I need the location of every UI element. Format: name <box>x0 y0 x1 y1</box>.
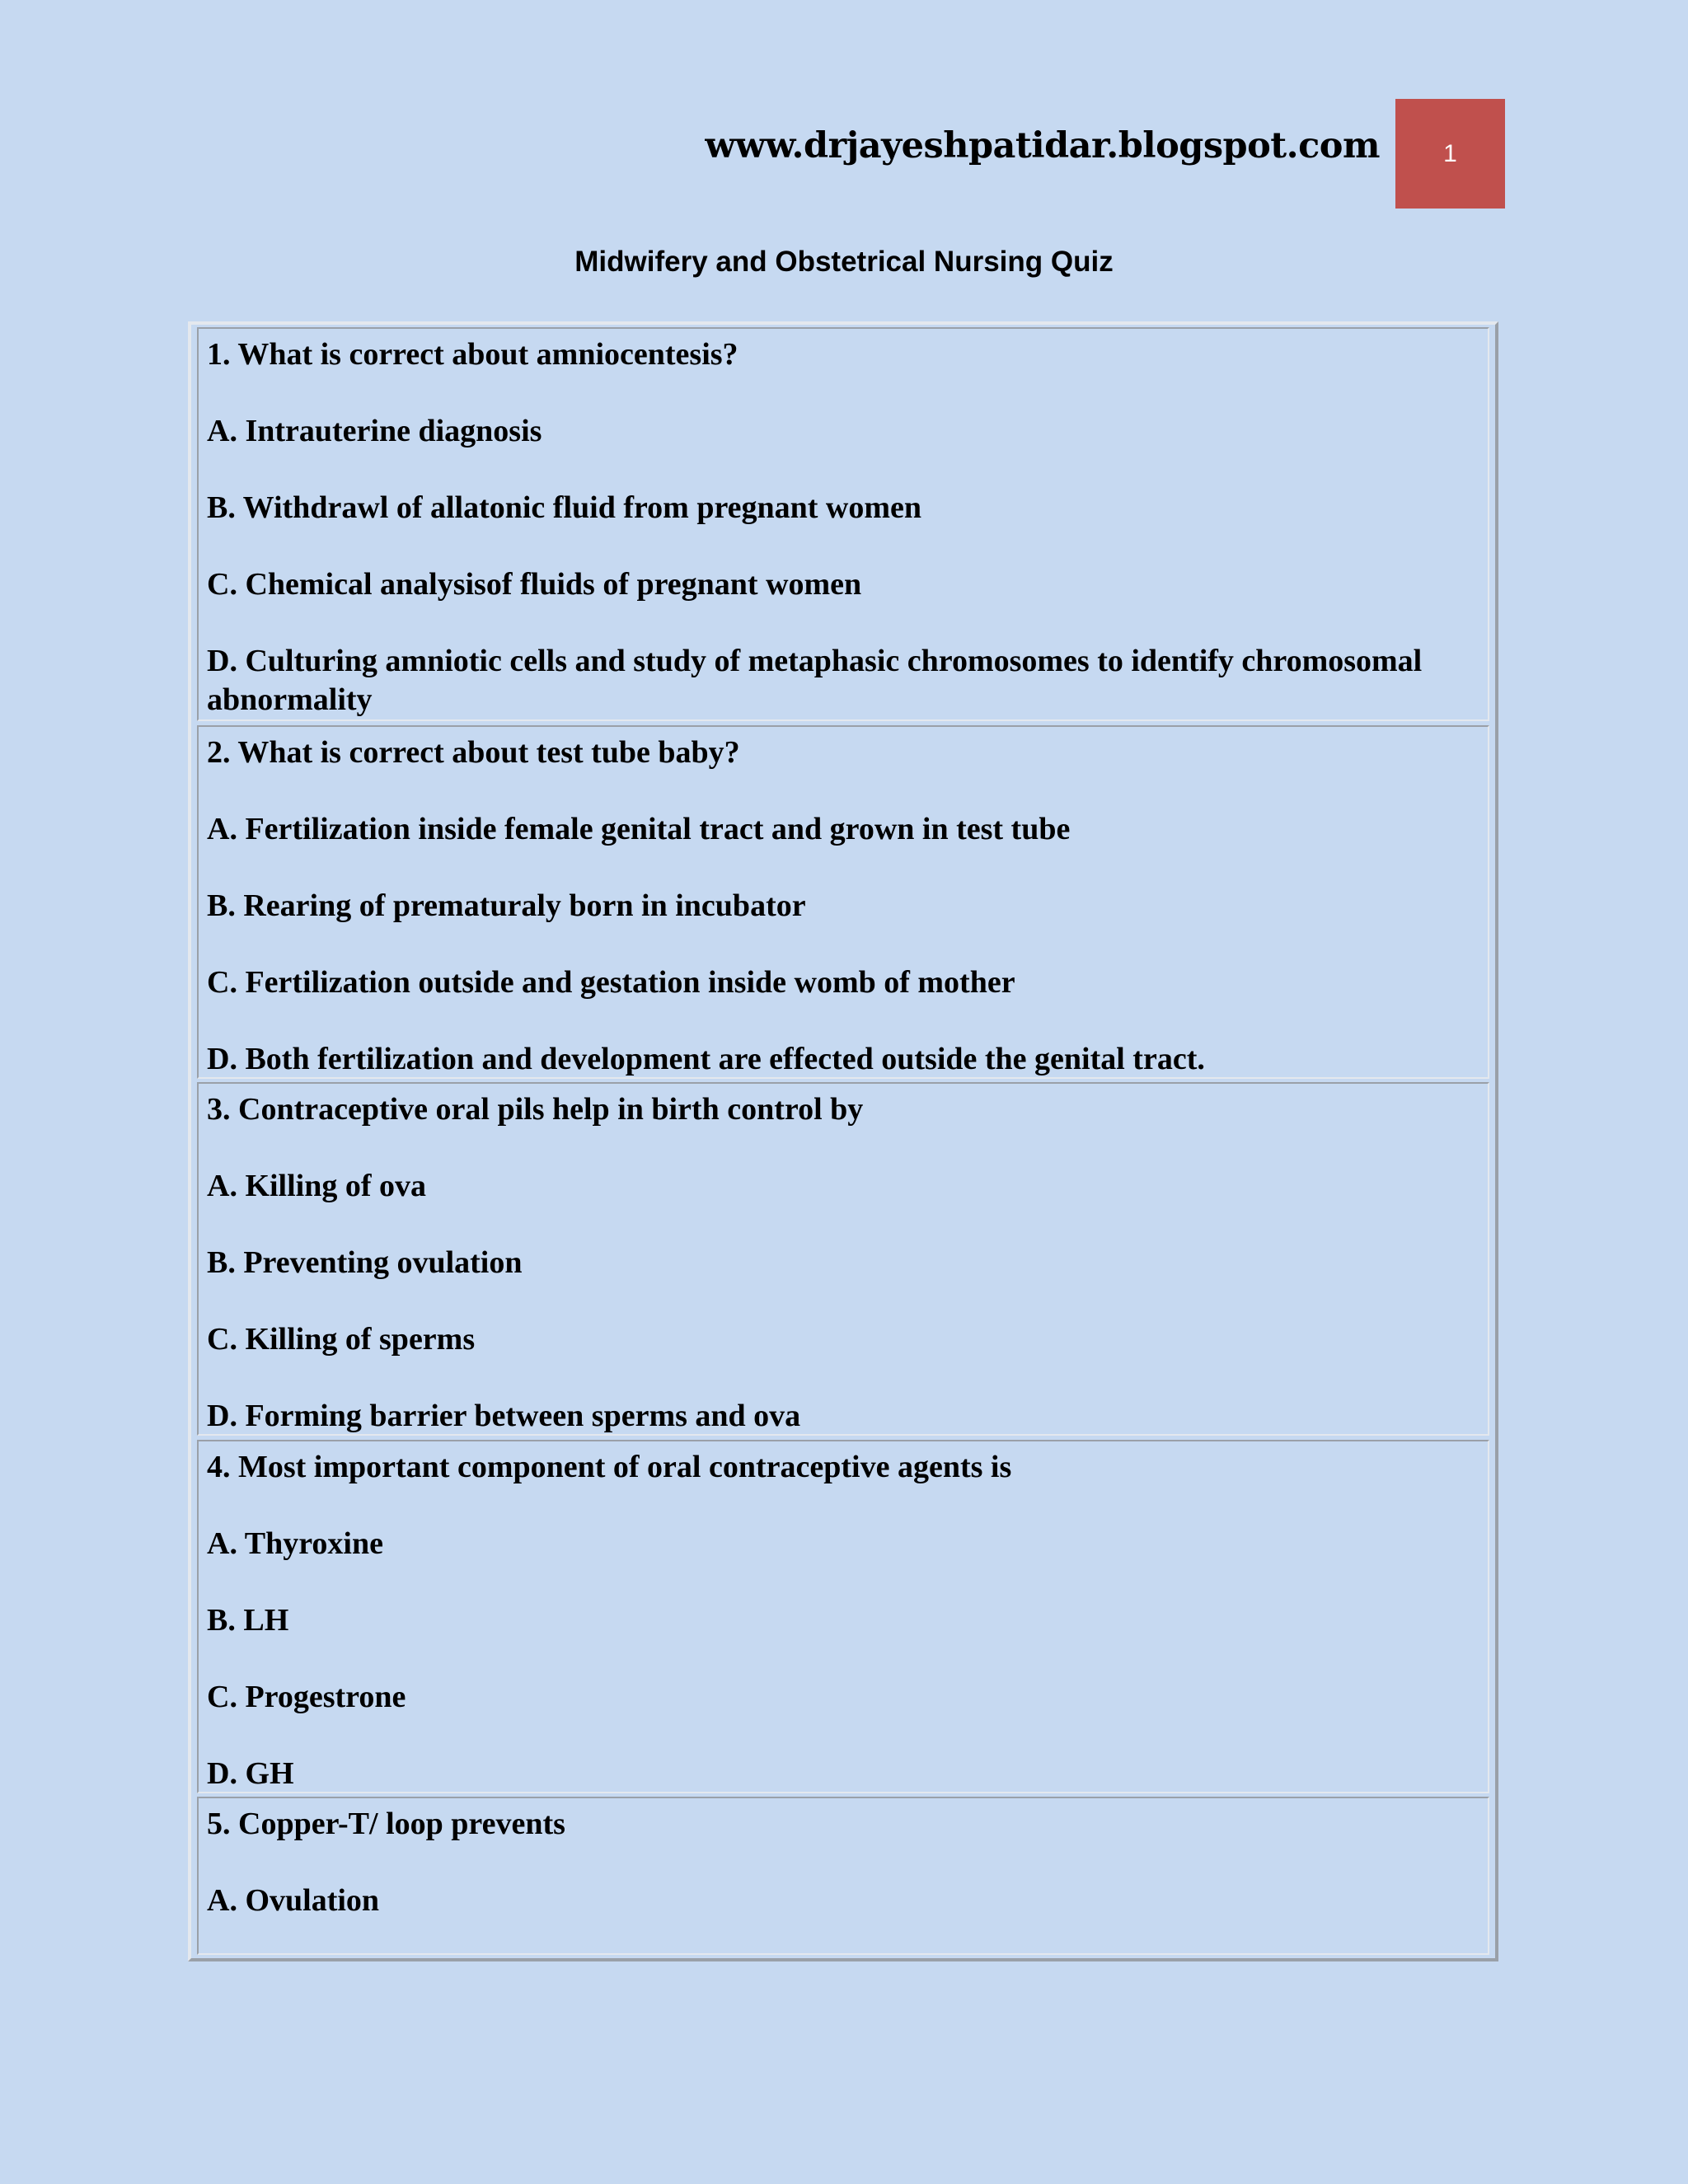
question-cell-4 <box>197 1440 1489 1793</box>
option-a: A. Intrauterine diagnosis <box>207 414 542 448</box>
page-number: 1 <box>1443 139 1457 167</box>
question-cell-3 <box>197 1082 1489 1436</box>
option-d: D. Forming barrier between sperms and ova <box>207 1399 801 1433</box>
option-b: B. LH <box>207 1603 289 1638</box>
option-a: A. Fertilization inside female genital tract and grown in test tube <box>207 812 1071 846</box>
option-b: B. Preventing ovulation <box>207 1245 523 1280</box>
page-number-badge <box>1395 99 1505 209</box>
option-a: A. Killing of ova <box>207 1169 427 1203</box>
page-title: Midwifery and Obstetrical Nursing Quiz <box>574 246 1114 278</box>
option-c: C. Progestrone <box>207 1680 406 1714</box>
option-d: D. Both fertilization and development are effected outside the genital tract. <box>207 1042 1205 1076</box>
option-b: B. Rearing of prematuraly born in incubator <box>207 888 806 923</box>
option-b: B. Withdrawl of allatonic fluid from pregnant women <box>207 490 922 525</box>
option-d: D. GH <box>207 1756 294 1791</box>
option-d: D. Culturing amniotic cells and study of metaphasic chromosomes to identify chromosomal abnormality <box>207 644 1423 717</box>
question-text: 2. What is correct about test tube baby? <box>207 735 740 770</box>
question-text: 3. Contraceptive oral pils help in birth control by <box>207 1092 864 1127</box>
quiz-table <box>188 321 1498 1961</box>
question-text: 5. Copper-T/ loop prevents <box>207 1807 565 1841</box>
question-text: 4. Most important component of oral contraceptive agents is <box>207 1450 1012 1484</box>
option-c: C. Killing of sperms <box>207 1322 476 1357</box>
option-a: A. Ovulation <box>207 1883 380 1918</box>
question-cell-5 <box>197 1797 1489 1955</box>
question-cell-1 <box>197 327 1489 721</box>
option-c: C. Fertilization outside and gestation inside womb of mother <box>207 965 1015 1000</box>
option-a: A. Thyroxine <box>207 1526 383 1561</box>
question-text: 1. What is correct about amniocentesis? <box>207 337 738 372</box>
question-cell-2 <box>197 725 1489 1079</box>
header-url: www.drjayeshpatidar.blogspot.com <box>705 125 1380 166</box>
option-c: C. Chemical analysisof fluids of pregnant women <box>207 567 862 602</box>
